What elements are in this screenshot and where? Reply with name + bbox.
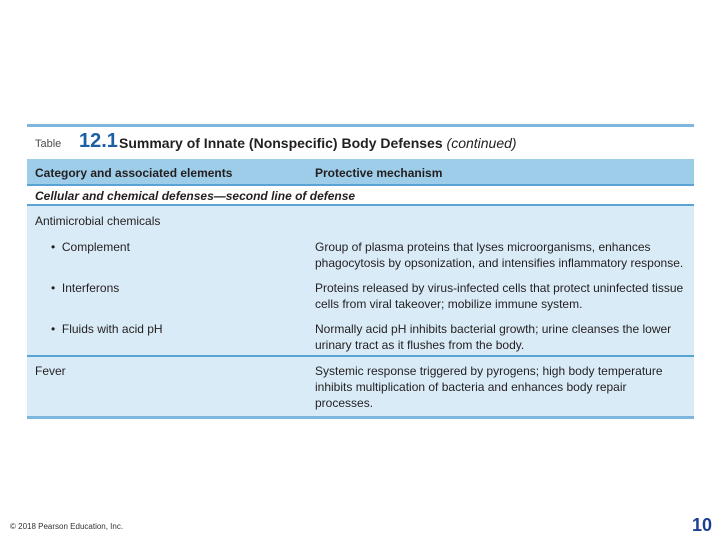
table-header-row xyxy=(27,159,694,186)
mechanism-line: Proteins released by virus-infected cells that protect uninfected tissue xyxy=(315,281,684,295)
fever-label: Fever xyxy=(35,364,66,378)
element-name: Interferons xyxy=(61,281,120,295)
defenses-table xyxy=(27,124,694,419)
element-name: Fluids with acid pH xyxy=(61,322,163,336)
table-continued: (continued) xyxy=(446,135,517,151)
section-title: Cellular and chemical defenses—second line of defense xyxy=(35,189,356,203)
group-label: Antimicrobial chemicals xyxy=(35,214,161,228)
mechanism-text xyxy=(315,321,690,353)
header-category: Category and associated elements xyxy=(35,166,233,180)
copyright-footer: © 2018 Pearson Education, Inc. xyxy=(10,522,124,531)
list-item: • Complement xyxy=(51,240,130,254)
table-title-row xyxy=(27,127,694,159)
mechanism-line: Normally acid pH inhibits bacterial growth; urine cleanses the lower xyxy=(315,322,672,336)
mechanism-text xyxy=(315,363,690,411)
mechanism-line: urinary tract as it flushes from the body. xyxy=(315,338,525,352)
mechanism-line: Group of plasma proteins that lyses microorganisms, enhances xyxy=(315,240,651,254)
table-number: 12.1 xyxy=(79,130,118,152)
mechanism-line: cells from viral takeover; mobilize immune system. xyxy=(315,297,583,311)
mechanism-line: Systemic response triggered by pyrogens; high body temperature xyxy=(315,364,663,378)
mechanism-line: processes. xyxy=(315,396,374,410)
section-row xyxy=(27,186,694,206)
header-mechanism: Protective mechanism xyxy=(315,166,443,180)
row-divider xyxy=(27,355,694,357)
element-name: Complement xyxy=(61,240,130,254)
list-item: • Fluids with acid pH xyxy=(51,322,163,336)
table-title-text: Summary of Innate (Nonspecific) Body Defenses xyxy=(119,135,443,151)
mechanism-text xyxy=(315,239,690,271)
table-label: Table xyxy=(35,138,62,150)
page-number: 10 xyxy=(691,515,712,535)
mechanism-line: inhibits multiplication of bacteria and enhances body repair xyxy=(315,380,627,394)
mechanism-text xyxy=(315,280,690,312)
mechanism-line: phagocytosis by opsonization, and intensifies inflammatory response. xyxy=(315,256,684,270)
table-title xyxy=(119,135,517,151)
list-item: • Interferons xyxy=(51,281,120,295)
